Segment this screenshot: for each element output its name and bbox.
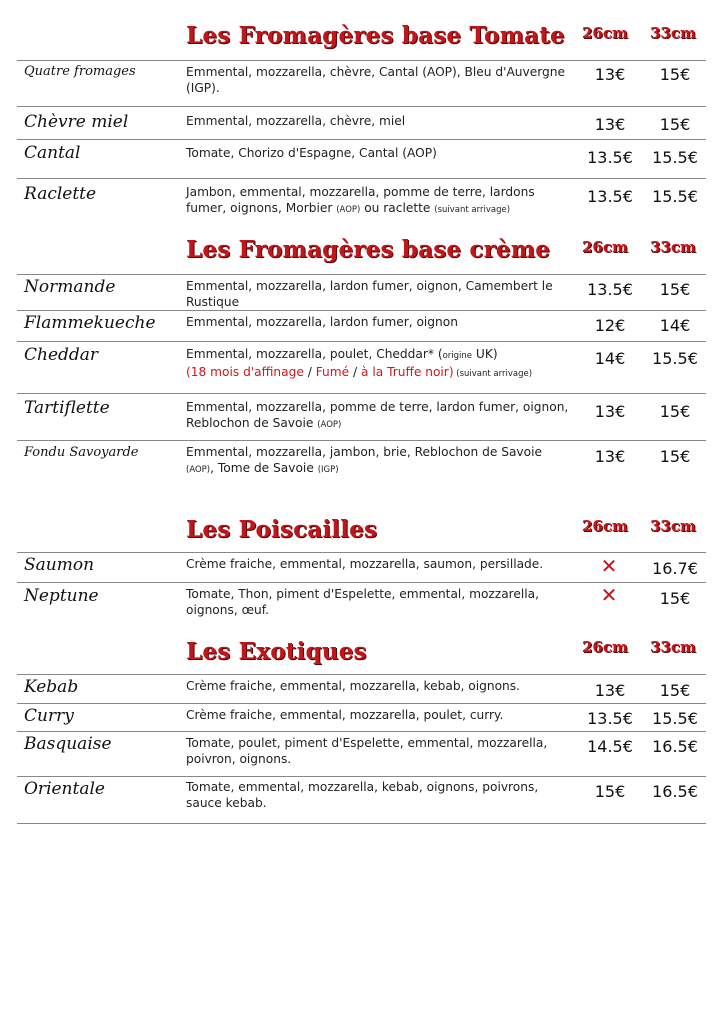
item-name-basquaise: Basquaise xyxy=(24,734,112,754)
item-desc-normande: Emmental, mozzarella, lardon fumer, oignon, Camembert le Rustique xyxy=(186,279,553,309)
desc-text: Emmental, mozzarella, pomme de terre, lardon fumer, oignon, Reblochon de Savoie xyxy=(186,400,569,430)
item-desc-orientale: Tomate, emmental, mozzarella, kebab, oignons, poivrons, sauce kebab. xyxy=(186,780,539,810)
variant-fume: Fumé xyxy=(315,365,350,379)
divider xyxy=(17,703,706,704)
size-header-33: 33cm xyxy=(650,238,696,256)
item-desc-flammekueche: Emmental, mozzarella, lardon fumer, oignon xyxy=(186,315,458,329)
divider xyxy=(17,274,706,275)
aop-label: (AOP) xyxy=(317,420,342,430)
variant-truffe: à la Truffe noir) xyxy=(361,365,454,379)
section-title-creme: Les Fromagères base crème xyxy=(186,236,551,263)
price-33-kebab: 15€ xyxy=(659,681,691,700)
unavailable-cross-icon: ✕ xyxy=(600,554,618,578)
size-header-26: 26cm xyxy=(582,24,628,42)
divider xyxy=(17,178,706,179)
divider xyxy=(17,674,706,675)
price-33-flammekueche: 14€ xyxy=(659,316,691,335)
size-header-33: 33cm xyxy=(650,638,696,656)
price-33-saumon: 16.7€ xyxy=(652,559,698,578)
price-26-fondu-savoyarde: 13€ xyxy=(594,447,626,466)
price-33-fondu-savoyarde: 15€ xyxy=(659,447,691,466)
aop-label: (AOP) xyxy=(336,205,361,215)
item-desc-quatre-fromages: Emmental, mozzarella, chèvre, Cantal (AOP), Bleu d'Auvergne (IGP). xyxy=(186,65,565,95)
item-desc-cheddar xyxy=(186,346,571,382)
section-title-exotiques: Les Exotiques xyxy=(186,638,367,665)
desc-text: Emmental, mozzarella, poulet, Cheddar* ( xyxy=(186,347,443,361)
item-name-quatre-fromages: Quatre fromages xyxy=(24,64,136,79)
desc-text: Emmental, mozzarella, jambon, brie, Reblochon de Savoie xyxy=(186,445,542,459)
item-name-chevre-miel: Chèvre miel xyxy=(24,112,129,132)
price-26-flammekueche: 12€ xyxy=(594,316,626,335)
price-33-neptune: 15€ xyxy=(659,589,691,608)
section-title-poiscailles: Les Poiscailles xyxy=(186,516,378,543)
item-desc-raclette xyxy=(186,184,571,218)
divider xyxy=(17,106,706,107)
size-header-33: 33cm xyxy=(650,517,696,535)
divider xyxy=(17,310,706,311)
price-26-curry: 13.5€ xyxy=(587,709,633,728)
price-33-raclette: 15.5€ xyxy=(652,187,698,206)
variant-affinage: (18 mois d'affinage xyxy=(186,365,304,379)
price-33-chevre-miel: 15€ xyxy=(659,115,691,134)
item-desc-fondu-savoyarde xyxy=(186,444,571,478)
item-name-kebab: Kebab xyxy=(24,677,79,697)
availability-note: (suivant arrivage) xyxy=(453,369,533,379)
price-26-cheddar: 14€ xyxy=(594,349,626,368)
divider xyxy=(17,139,706,140)
price-26-normande: 13.5€ xyxy=(587,280,633,299)
item-name-cheddar: Cheddar xyxy=(24,345,99,365)
price-33-cheddar: 15.5€ xyxy=(652,349,698,368)
item-name-orientale: Orientale xyxy=(24,779,105,799)
origin-label: origine xyxy=(442,351,473,361)
item-desc-chevre-miel: Emmental, mozzarella, chèvre, miel xyxy=(186,114,406,128)
item-desc-cantal: Tomate, Chorizo d'Espagne, Cantal (AOP) xyxy=(186,146,437,160)
item-desc-curry: Crème fraiche, emmental, mozzarella, poulet, curry. xyxy=(186,708,504,722)
size-header-26: 26cm xyxy=(582,238,628,256)
size-header-33: 33cm xyxy=(650,24,696,42)
price-33-normande: 15€ xyxy=(659,280,691,299)
item-desc-kebab: Crème fraiche, emmental, mozzarella, kebab, oignons. xyxy=(186,679,521,693)
item-desc-saumon: Crème fraiche, emmental, mozzarella, saumon, persillade. xyxy=(186,557,544,571)
item-name-raclette: Raclette xyxy=(24,184,97,204)
item-name-fondu-savoyarde: Fondu Savoyarde xyxy=(24,445,139,460)
price-26-raclette: 13.5€ xyxy=(587,187,633,206)
aop-label: (AOP) xyxy=(186,465,211,475)
item-desc-neptune: Tomate, Thon, piment d'Espelette, emmental, mozzarella, oignons, œuf. xyxy=(186,587,540,617)
price-26-orientale: 15€ xyxy=(594,782,626,801)
item-name-flammekueche: Flammekueche xyxy=(24,313,156,333)
price-33-quatre-fromages: 15€ xyxy=(659,65,691,84)
item-name-saumon: Saumon xyxy=(24,555,95,575)
divider xyxy=(17,440,706,441)
separator: / xyxy=(349,365,362,379)
desc-text: , Tome de Savoie xyxy=(210,461,318,475)
separator: / xyxy=(303,365,316,379)
size-header-26: 26cm xyxy=(582,638,628,656)
price-33-curry: 15.5€ xyxy=(652,709,698,728)
price-26-quatre-fromages: 13€ xyxy=(594,65,626,84)
divider xyxy=(17,731,706,732)
divider xyxy=(17,823,706,824)
availability-note: (suivant arrivage) xyxy=(434,205,511,215)
item-name-cantal: Cantal xyxy=(24,143,81,163)
item-desc-basquaise: Tomate, poulet, piment d'Espelette, emmental, mozzarella, poivron, oignons. xyxy=(186,736,548,766)
unavailable-cross-icon: ✕ xyxy=(600,583,618,607)
divider xyxy=(17,341,706,342)
price-33-cantal: 15.5€ xyxy=(652,148,698,167)
divider xyxy=(17,776,706,777)
item-name-curry: Curry xyxy=(24,706,74,726)
desc-text: UK) xyxy=(472,347,498,361)
section-title-tomate: Les Fromagères base Tomate xyxy=(186,22,565,49)
price-33-basquaise: 16.5€ xyxy=(652,737,698,756)
price-33-orientale: 16.5€ xyxy=(652,782,698,801)
price-26-cantal: 13.5€ xyxy=(587,148,633,167)
price-26-basquaise: 14.5€ xyxy=(587,737,633,756)
desc-text: Jambon, emmental, mozzarella, pomme de terre, lardons fumer, oignons, Morbier xyxy=(186,185,535,215)
divider xyxy=(17,393,706,394)
price-33-tartiflette: 15€ xyxy=(659,402,691,421)
item-name-normande: Normande xyxy=(24,277,116,297)
item-name-neptune: Neptune xyxy=(24,586,99,606)
size-header-26: 26cm xyxy=(582,517,628,535)
divider xyxy=(17,552,706,553)
price-26-chevre-miel: 13€ xyxy=(594,115,626,134)
price-26-tartiflette: 13€ xyxy=(594,402,626,421)
item-desc-tartiflette xyxy=(186,399,571,433)
price-26-kebab: 13€ xyxy=(594,681,626,700)
item-name-tartiflette: Tartiflette xyxy=(24,398,110,418)
desc-text: ou raclette xyxy=(360,201,435,215)
divider xyxy=(17,60,706,61)
igp-label: (IGP) xyxy=(317,465,339,475)
